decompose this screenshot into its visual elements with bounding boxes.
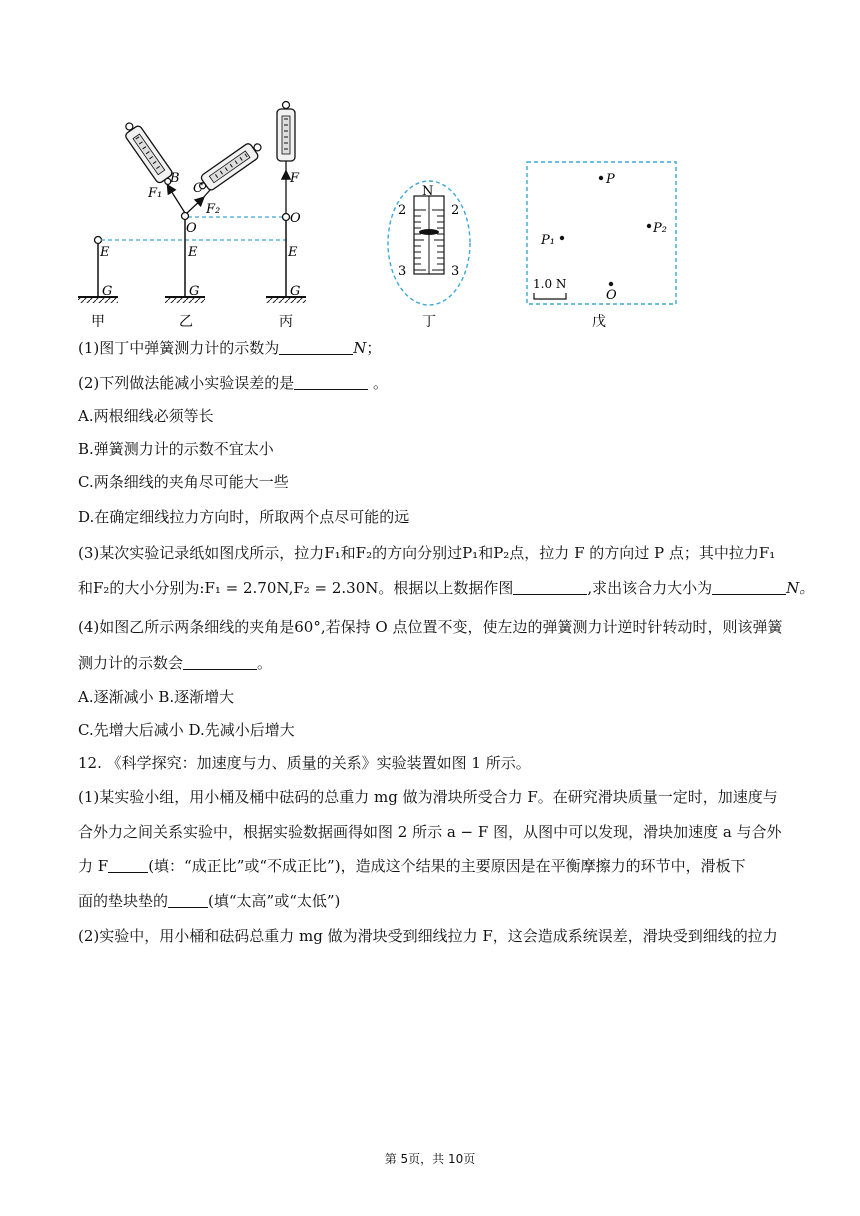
spring-scale-left	[120, 118, 177, 189]
q4-line2: 测力计的示数会 。	[78, 654, 273, 672]
label-C: C	[193, 181, 203, 196]
q12-title: 12. 《科学探究：加速度与力、质量的关系》实验装置如图 1 所示。	[78, 754, 531, 772]
pointer	[419, 229, 439, 235]
panel-yi	[120, 118, 266, 303]
label-O-yi: O	[186, 221, 197, 236]
label-N: N	[422, 184, 434, 199]
caption-jia: 甲	[91, 314, 105, 330]
answer-blank[interactable]	[108, 857, 148, 873]
answer-blank[interactable]	[294, 374, 368, 390]
q12-1-line4: 面的垫块垫的 (填“太高”或“太低”)	[78, 892, 341, 910]
panel-bing	[266, 102, 306, 304]
tick-2-left: 2	[398, 203, 407, 218]
label-P: P	[606, 172, 615, 187]
spring-scale-right	[195, 138, 266, 195]
panel-ding	[388, 181, 470, 305]
q3-line1: (3)某次实验记录纸如图戊所示，拉力F₁和F₂的方向分别过P₁和P₂点，拉力 F 的方向过 P 点；其中拉力F₁	[78, 544, 776, 562]
q1: (1)图丁中弹簧测力计的示数为 N；	[78, 339, 382, 357]
label-B: B	[170, 171, 180, 186]
label-O-wu: O	[606, 288, 617, 303]
caption-bing: 丙	[279, 314, 293, 330]
label-G-jia: G	[102, 284, 113, 299]
q4-line1: (4)如图乙所示两条细线的夹角是60°,若保持 O 点位置不变，使左边的弹簧测力计逆时针转动时，则该弹簧	[78, 618, 783, 636]
label-O-bing: O	[290, 211, 301, 226]
caption-wu: 戊	[592, 314, 606, 330]
label-E-bing: E	[288, 245, 298, 260]
q12-1-line2: 合外力之间关系实验中，根据实验数据画得如图 2 所示 a − F 图，从图中可以发现，滑块加速度 a 与合外	[78, 823, 782, 841]
tick-2-right: 2	[451, 203, 460, 218]
panel-jia	[78, 237, 118, 304]
q2-option-b: B.弹簧测力计的示数不宜太小	[78, 440, 274, 458]
experiment-figure	[0, 0, 860, 340]
label-F1: F₁	[148, 186, 163, 201]
q2-option-a: A.两根细线必须等长	[78, 407, 214, 425]
label-E-yi: E	[188, 245, 198, 260]
label-P2: P₂	[653, 221, 667, 236]
tick-3-left: 3	[398, 264, 407, 279]
panel-wu	[527, 162, 676, 304]
spring-scale-vertical	[277, 102, 295, 162]
tick-3-right: 3	[451, 264, 460, 279]
label-G-yi: G	[189, 284, 200, 299]
q12-2-line1: (2)实验中，用小桶和砝码总重力 mg 做为滑块受到细线拉力 F，这会造成系统误差，滑块受到细线的拉力	[78, 927, 778, 945]
caption-yi: 乙	[179, 314, 193, 330]
q12-1-line3: 力 F (填：“成正比”或“不成正比”)，造成这个结果的主要原因是在平衡摩擦力的环节中，滑板下	[78, 857, 746, 875]
q4-options-cd: C.先增大后减小 D.先减小后增大	[78, 721, 295, 739]
q4-options-ab: A.逐渐减小 B.逐渐增大	[78, 688, 235, 706]
answer-blank[interactable]	[183, 654, 257, 670]
q12-1-line1: (1)某实验小组，用小桶及桶中砝码的总重力 mg 做为滑块所受合力 F。在研究滑块质量一定时，加速度与	[78, 788, 778, 806]
label-E-jia: E	[100, 245, 110, 260]
label-F: F	[290, 171, 300, 186]
scale-label: 1.0 N	[533, 277, 567, 291]
q2-option-c: C.两条细线的夹角尽可能大一些	[78, 473, 289, 491]
label-P1: P₁	[541, 233, 555, 248]
q2-option-d: D.在确定细线拉力方向时，所取两个点尽可能的远	[78, 508, 410, 526]
answer-blank[interactable]	[168, 892, 208, 908]
page-footer: 第 5页，共 10页	[384, 1152, 476, 1166]
label-G-bing: G	[290, 284, 301, 299]
q2: (2)下列做法能减小实验误差的是 。	[78, 374, 389, 392]
caption-ding: 丁	[422, 314, 436, 330]
q3-line2: 和F₂的大小分别为:F₁ = 2.70N,F₂ = 2.30N。根据以上数据作图 ,求出该合力大小为 N。	[78, 579, 815, 597]
label-F2: F₂	[206, 202, 221, 217]
answer-blank[interactable]	[712, 579, 786, 595]
answer-blank[interactable]	[279, 339, 353, 355]
answer-blank[interactable]	[513, 579, 587, 595]
